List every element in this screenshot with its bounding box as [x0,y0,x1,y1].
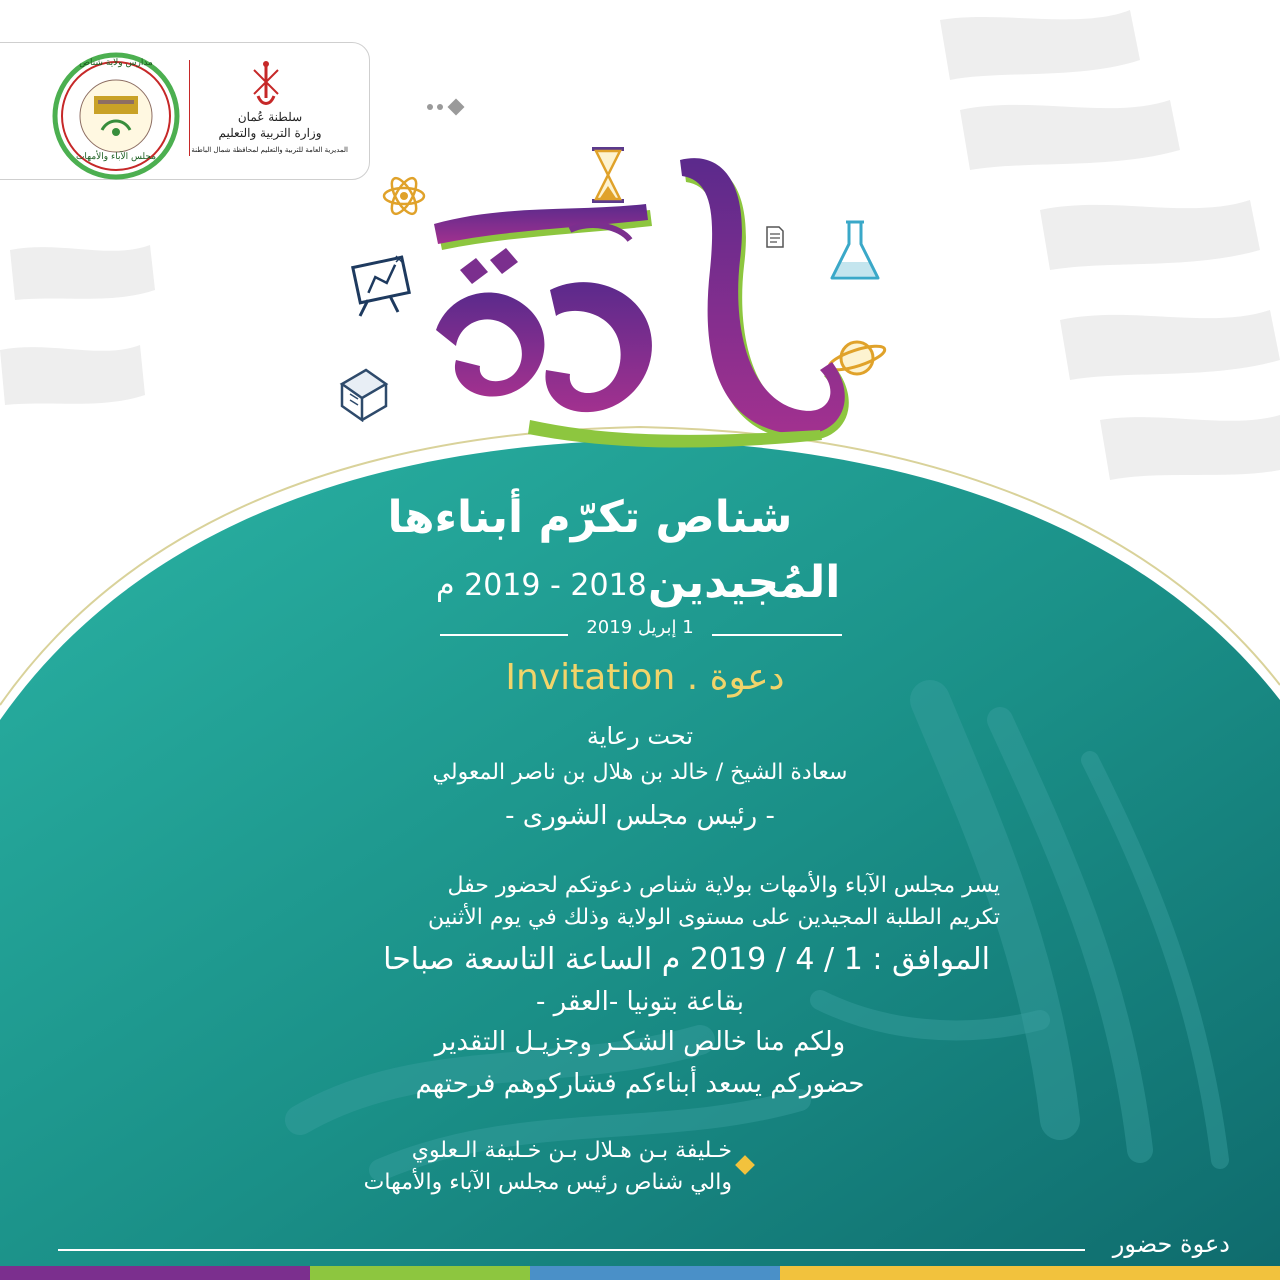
logo-divider [189,60,190,156]
body-line-2: تكريم الطلبة المجيدين على مستوى الولاية وذلك في يوم الأثنين [428,905,1000,930]
seal-ring-text-top: مدارس ولاية شناص [79,58,153,68]
presentation-board-icon [346,254,416,318]
body-line-date-time: الموافق : 1 / 4 / 2019 م الساعة التاسعة صباحا [383,942,990,977]
footer-color-stripe [0,1266,1280,1280]
seal-ring-text-bottom: مجلس الآباء والأمهات [75,152,157,162]
headline-word-mujideen: المُجيدين [648,557,841,608]
invitation-label: Invitation . دعوة [505,657,785,698]
patronage-intro: تحت رعاية [586,722,694,750]
book-icon [336,364,392,422]
patron-title: - رئيس مجلس الشورى - [505,801,775,831]
patron-name: سعادة الشيخ / خالد بن هلال بن ناصر المعولي [432,760,848,785]
body-line-thanks: ولكم منا خالص الشكـر وجزيـل التقدير [434,1027,846,1057]
ministry-line-2: وزارة التربية والتعليم [218,126,322,140]
oman-emblem-icon [248,58,284,110]
signature-name: خـليفة بـن هـلال بـن خـليفة الـعلوي [411,1138,732,1163]
title-calligraphy-art [420,140,860,460]
ministry-line-3: المديرية العامة للتربية والتعليم لمحافظة شمال الباطنة [191,146,348,154]
ministry-line-1: سلطنة عُمان [237,110,303,124]
signature-role: والي شناص رئيس مجلس الآباء والأمهات [363,1170,732,1195]
title-calligraphy-text [520,300,521,301]
body-line-closing: حضوركم يسعد أبناءكم فشاركوهم فرحتهم [415,1069,865,1099]
headline-date: 1 إبريل 2019 [586,617,694,638]
footer-label: دعوة حضور [1112,1230,1230,1258]
body-line-1: يسر مجلس الآباء والأمهات بولاية شناص دعوتكم لحضور حفل [447,873,1000,898]
body-line-venue: بقاعة بتونيا -العقر - [535,987,745,1017]
headline-line1: شناص تكرّم أبناءها [387,492,793,543]
headline-years: 2018 - 2019 م [436,568,647,603]
